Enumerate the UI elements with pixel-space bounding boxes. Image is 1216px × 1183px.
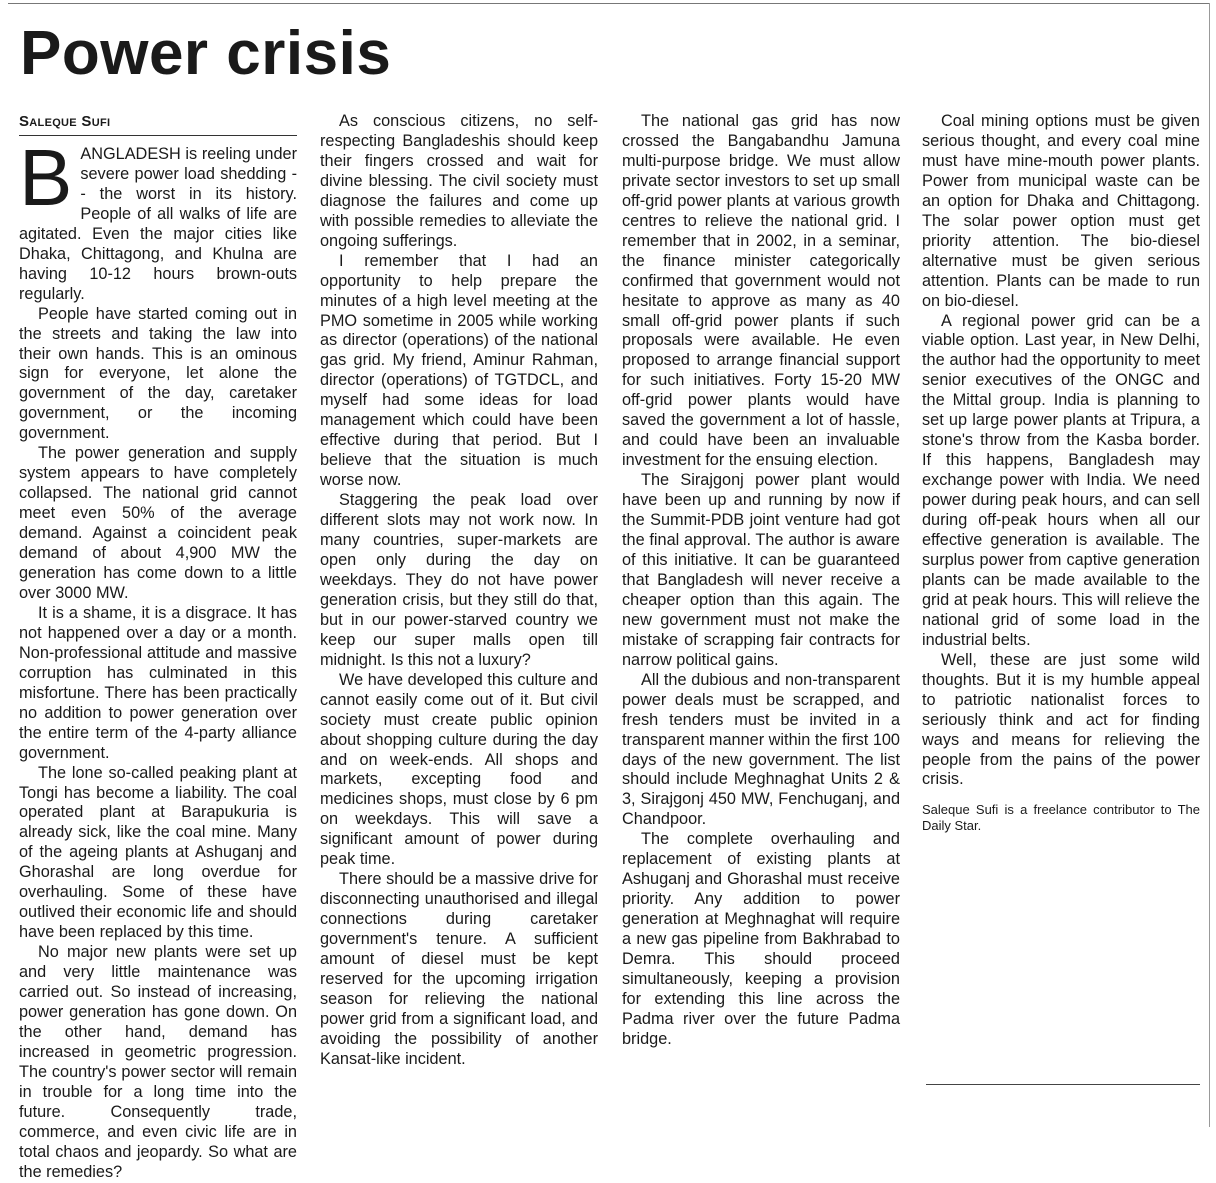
headline: Power crisis xyxy=(20,19,392,88)
drop-cap: B xyxy=(19,133,73,222)
paragraph-2: People have started coming out in the streets and taking the law into their own hands. This is an ominous sign for everyone, let alone the government of the day, caretaker government, or the incoming government. xyxy=(19,304,297,443)
right-border-rule xyxy=(1209,3,1210,1127)
paragraph-6-start: No major new plants were set up and very little maintenance was carried out. So instead of increasing, power generation has gone down. On the other hand, demand has increased in geometric progression. The country's power sector will remain in trouble for a long time into the future. Consequently trade, commerce, and even civic life are in total chaos and jeopardy. So what are the remedies? xyxy=(19,943,297,1181)
paragraph-4: It is a shame, it is a disgrace. It has not happened over a day or a month. Non-professional attitude and massive corruption has culminated in this misfortune. There has been practically no addition to power generation over the entire term of the 4-party alliance government. xyxy=(19,603,297,762)
paragraph-13: The Sirajgonj power plant would have been up and running by now if the Summit-PDB joint venture had got the final approval. The author is aware of this initiative. It can be guaranteed that Bangladesh will never receive a cheaper option than this again. The new government must not make the mistake of scrapping fair contracts for narrow political gains. xyxy=(622,471,900,669)
paragraph-5: The lone so-called peaking plant at Tongi has become a liability. The coal operated plant at Barapukuria is already sick, like the coal mine. Many of the ageing plants at Ashuganj and Ghorashal are long overdue for overhauling. Some of these have outlived their economic life and should have been replaced by this time. xyxy=(19,763,297,942)
end-of-article-rule xyxy=(926,1084,1200,1085)
paragraph-18: Well, these are just some wild thoughts. But it is my humble appeal to patriotic nationalist forces to seriously think and act for finding ways and means for relieving the people from the pains of the power crisis. xyxy=(922,650,1200,789)
paragraph-7: As conscious citizens, no self-respecting Bangladeshis should keep their fingers crossed and wait for divine blessing. The civil society must diagnose the failures and come up with possible remedies to alleviate the ongoing sufferings. xyxy=(320,112,598,250)
column-3 xyxy=(622,112,900,1050)
column-1 xyxy=(19,112,297,1181)
paragraph-11: There should be a massive drive for disconnecting unauthorised and illegal connections during caretaker government's tenure. A sufficient amount of diesel must be kept reserved for the upcoming irrigation season for relieving the national power grid from a significant load, and avoiding the possibility of another Kansat-like incident. xyxy=(320,870,598,1068)
byline-text: Saleque Sufi xyxy=(19,113,111,130)
paragraph-3: The power generation and supply system appears to have completely collapsed. The national grid cannot meet even 50% of the average demand. Against a coincident peak demand of about 4,900 MW the generation has come down to a little over 3000 MW. xyxy=(19,444,297,602)
paragraph-17: A regional power grid can be a viable option. Last year, in New Delhi, the author had the opportunity to meet senior executives of the ONGC and the Mittal group. India is planning to set up large power plants at Tripura, a stone's throw from the Kasba border. If this happens, Bangladesh may exchange power with India. We need power during peak hours, and can sell during off-peak hours when all our effective generation is available. The surplus power from captive generation plants can be made available to the grid at peak hours. This will relieve the national grid of some load in the industrial belts. xyxy=(922,311,1200,649)
paragraph-10: We have developed this culture and cannot easily come out of it. But civil society must create public opinion about shopping culture during the day and on week-ends. All shops and markets, excepting food and medicines shops, must close by 6 pm on weekdays. This will save a significant amount of power during peak time. xyxy=(320,670,598,869)
paragraph-12: The national gas grid has now crossed the Bangabandhu Jamuna multi-purpose bridge. We must allow private sector investors to set up small off-grid power plants at various growth centres to relieve the national grid. I remember that in 2002, in a seminar, the finance minister categorically confirmed that government would not hesitate to approve as many as 40 small off-grid power plants if such proposals were available. He even proposed to arrange financial support for such initiatives. Forty 15-20 MW off-grid power plants would have saved the government a lot of hassle, and could have been an invaluable investment for the ensuing election. xyxy=(622,112,900,470)
column-4 xyxy=(922,112,1200,834)
column-2 xyxy=(320,112,598,1070)
author-credit: Saleque Sufi is a freelance contributor to The Daily Star. xyxy=(922,802,1200,834)
paragraph-9: Staggering the peak load over different slots may not work now. In many countries, super-markets are open only during the day on weekdays. They do not have power generation crisis, but they still do that, but in our power-starved country we keep our super malls open till midnight. Is this not a luxury? xyxy=(320,491,598,669)
paragraph-1 xyxy=(19,133,297,305)
paragraph-14: All the dubious and non-transparent power deals must be scrapped, and fresh tenders must be invited in a transparent manner within the first 100 days of the new government. The list should include Meghnaghat Units 2 & 3, Sirajgonj 450 MW, Fenchuganj, and Chandpoor. xyxy=(622,670,900,829)
top-border-rule xyxy=(8,3,1210,4)
paragraph-16: Coal mining options must be given serious thought, and every coal mine must have mine-mouth power plants. Power from municipal waste can be an option for Dhaka and Chittagong. The solar power option must get priority attention. The bio-diesel alternative must be given serious attention. Plants can be made to run on bio-diesel. xyxy=(922,112,1200,310)
paragraph-1-text: ANGLADESH is reeling under severe power load shedding -- the worst in its history. People of all walks of life are agitated. Even the major cities like Dhaka, Chittagong, and Khulna are having 10-12 hours brown-outs regularly. xyxy=(19,145,297,303)
byline xyxy=(19,112,297,132)
paragraph-15: The complete overhauling and replacement of existing plants at Ashuganj and Ghorashal must receive priority. Any addition to power generation at Meghnaghat will require a new gas pipeline from Bakhrabad to Demra. This should proceed simultaneously, keeping a provision for extending this line across the Padma river over the future Padma bridge. xyxy=(622,830,900,1048)
paragraph-8: I remember that I had an opportunity to help prepare the minutes of a high level meeting at the PMO sometime in 2005 while working as director (operations) of the national gas grid. My friend, Aminur Rahman, director (operations) of TGTDCL, and myself had some ideas for load management which could have been effective during that period. But I believe that the situation is much worse now. xyxy=(320,251,598,490)
